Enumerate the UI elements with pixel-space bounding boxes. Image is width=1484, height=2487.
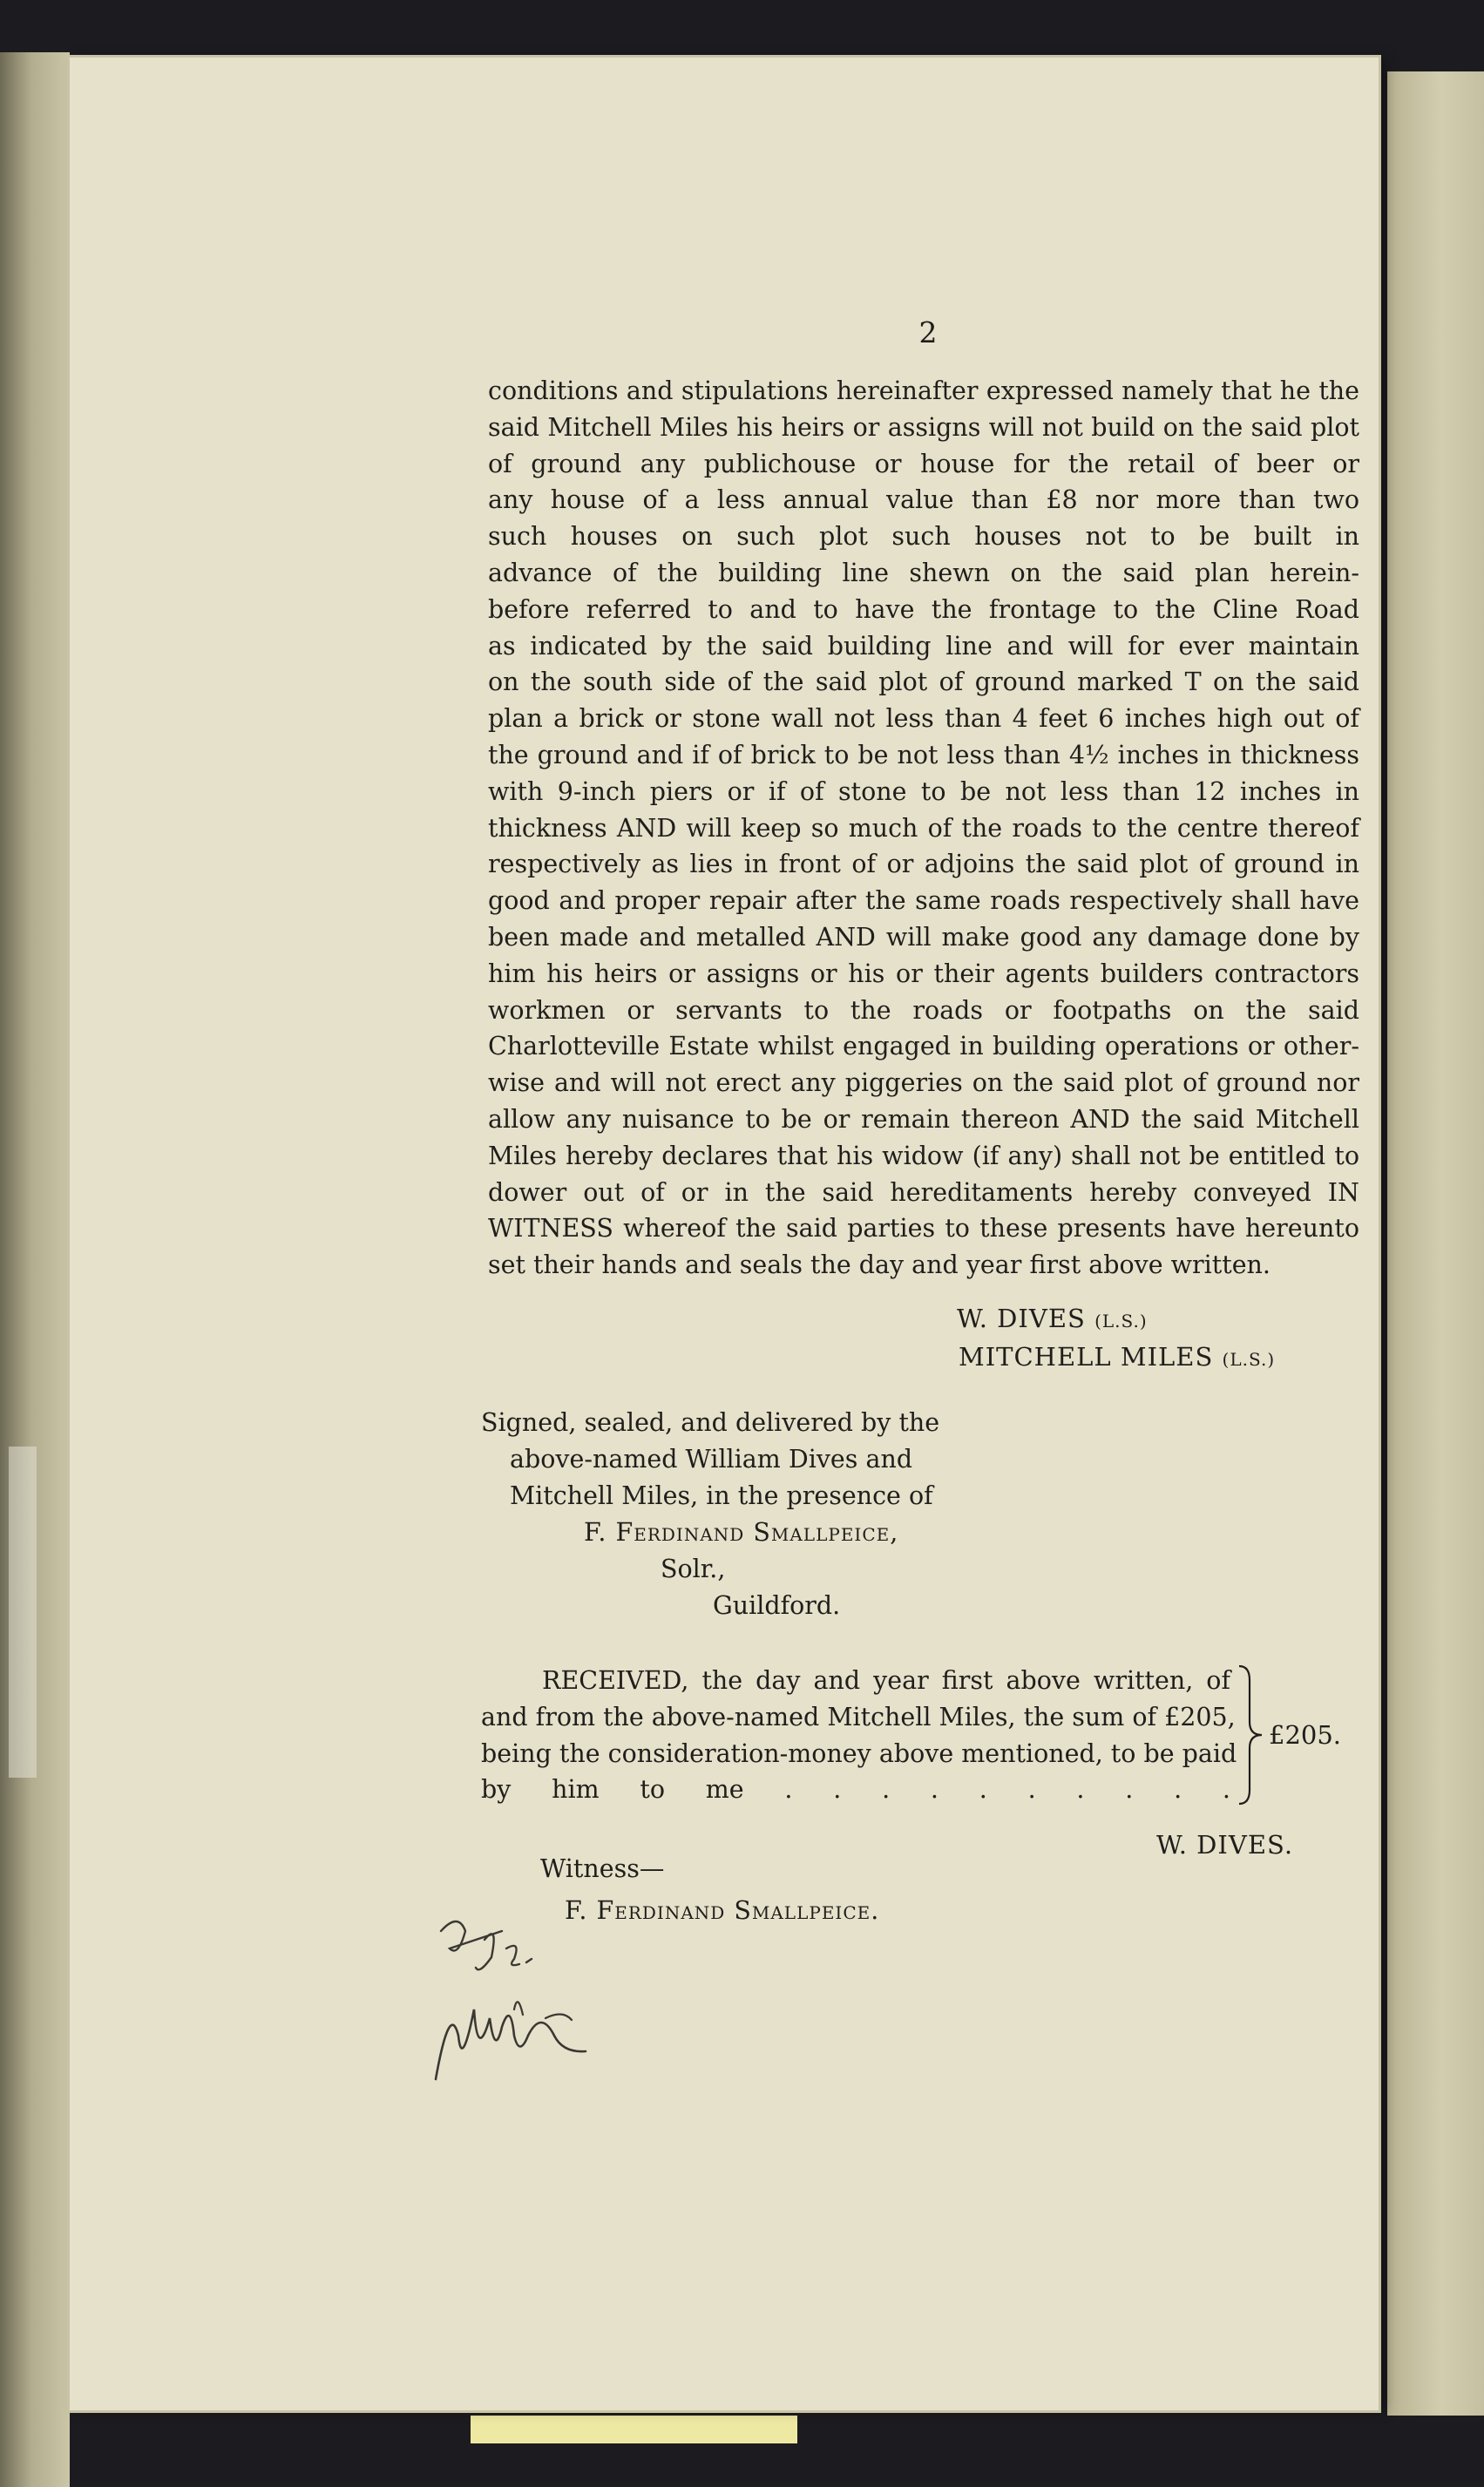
seal-mark: (L.S.) [1094,1311,1148,1332]
body-line: such houses on such plot such houses not to be built in [488,522,1359,552]
body-line: Charlotteville Estate whilst engaged in building operations or other- [488,1032,1359,1061]
sticky-note-tab [471,2416,797,2443]
signature-miles [959,1342,1275,1372]
receipt-line: being the consideration-money above mentioned, to be paid [481,1738,1237,1768]
body-line: with 9-inch piers or if of stone to be not less than 12 inches in [488,776,1359,806]
body-line: advance of the building line shewn on the said plan herein- [488,558,1359,587]
body-line: plan a brick or stone wall not less than 4 feet 6 inches high out of [488,704,1359,734]
receipt-signature: W. DIVES. [1156,1830,1294,1860]
body-line: dower out of or in the said hereditaments hereby conveyed IN [488,1177,1359,1207]
body-line: set their hands and seals the day and year first above written. [488,1250,1271,1280]
attesting-solicitor-title: Solr., [661,1555,726,1583]
body-line: conditions and stipulations hereinafter expressed namely that he the [488,376,1359,405]
body-line: any house of a less annual value than £8 nor more than two [488,485,1359,515]
receipt-line: and from the above-named Mitchell Miles, the sum of £205, [481,1702,1236,1731]
body-line: WITNESS whereof the said parties to these presents have hereunto [488,1214,1359,1244]
curly-brace-icon [1236,1663,1265,1807]
receipt-line: RECEIVED, the day and year first above written, of [542,1666,1230,1695]
attestation-line: Mitchell Miles, in the presence of [510,1481,933,1510]
deed-body-text [488,373,1359,1284]
body-line: thickness AND will keep so much of the roads to the centre thereof [488,813,1359,843]
body-line: respectively as lies in front of or adjoins the said plot of ground in [488,850,1359,879]
body-line: him his heirs or assigns or his or their agents builders contractors [488,959,1359,988]
body-line: on the south side of the said plot of ground marked T on the said [488,667,1359,697]
body-line: Miles hereby declares that his widow (if any) shall not be entitled to [488,1141,1359,1170]
body-line: before referred to and to have the frontage to the Cline Road [488,594,1359,624]
signature-dives [957,1304,1148,1333]
page-number: 2 [918,315,938,349]
book-spine-edge [0,52,70,2487]
attesting-place: Guildford. [713,1591,841,1620]
witness-label: Witness— [540,1854,665,1883]
adjacent-page-edge [1387,71,1484,2416]
attestation-line: Signed, sealed, and delivered by the [481,1408,940,1437]
body-line: as indicated by the said building line and will for ever maintain [488,631,1359,661]
attesting-solicitor-name: F. Ferdinand Smallpeice, [584,1518,899,1547]
receipt-amount: £205. [1269,1720,1342,1750]
signatory-name: MITCHELL MILES [959,1342,1214,1372]
body-line: workmen or servants to the roads or footpaths on the said [488,995,1359,1025]
body-line: wise and will not erect any piggeries on the said plot of ground nor [488,1068,1359,1098]
seal-mark: (L.S.) [1222,1349,1276,1370]
body-line: said Mitchell Miles his heirs or assigns will not build on the said plot [488,412,1359,442]
body-line: good and proper repair after the same roads respectively shall have [488,886,1359,916]
receipt-clause [481,1663,1237,1808]
body-line: allow any nuisance to be or remain thereon AND the said Mitchell [488,1104,1359,1134]
receipt-line: by him to me . . . . . . . . . . [481,1775,1230,1805]
handwritten-initials-icon [424,1905,615,2088]
body-line: been made and metalled AND will make good any damage done by [488,922,1359,952]
attestation-line: above-named William Dives and [510,1445,913,1474]
signatory-name: W. DIVES [957,1304,1086,1333]
body-line: the ground and if of brick to be not less than 4½ inches in thickness [488,740,1359,769]
witness-name: F. Ferdinand Smallpeice. [565,1896,880,1925]
body-line: of ground any publichouse or house for the retail of beer or [488,449,1359,478]
